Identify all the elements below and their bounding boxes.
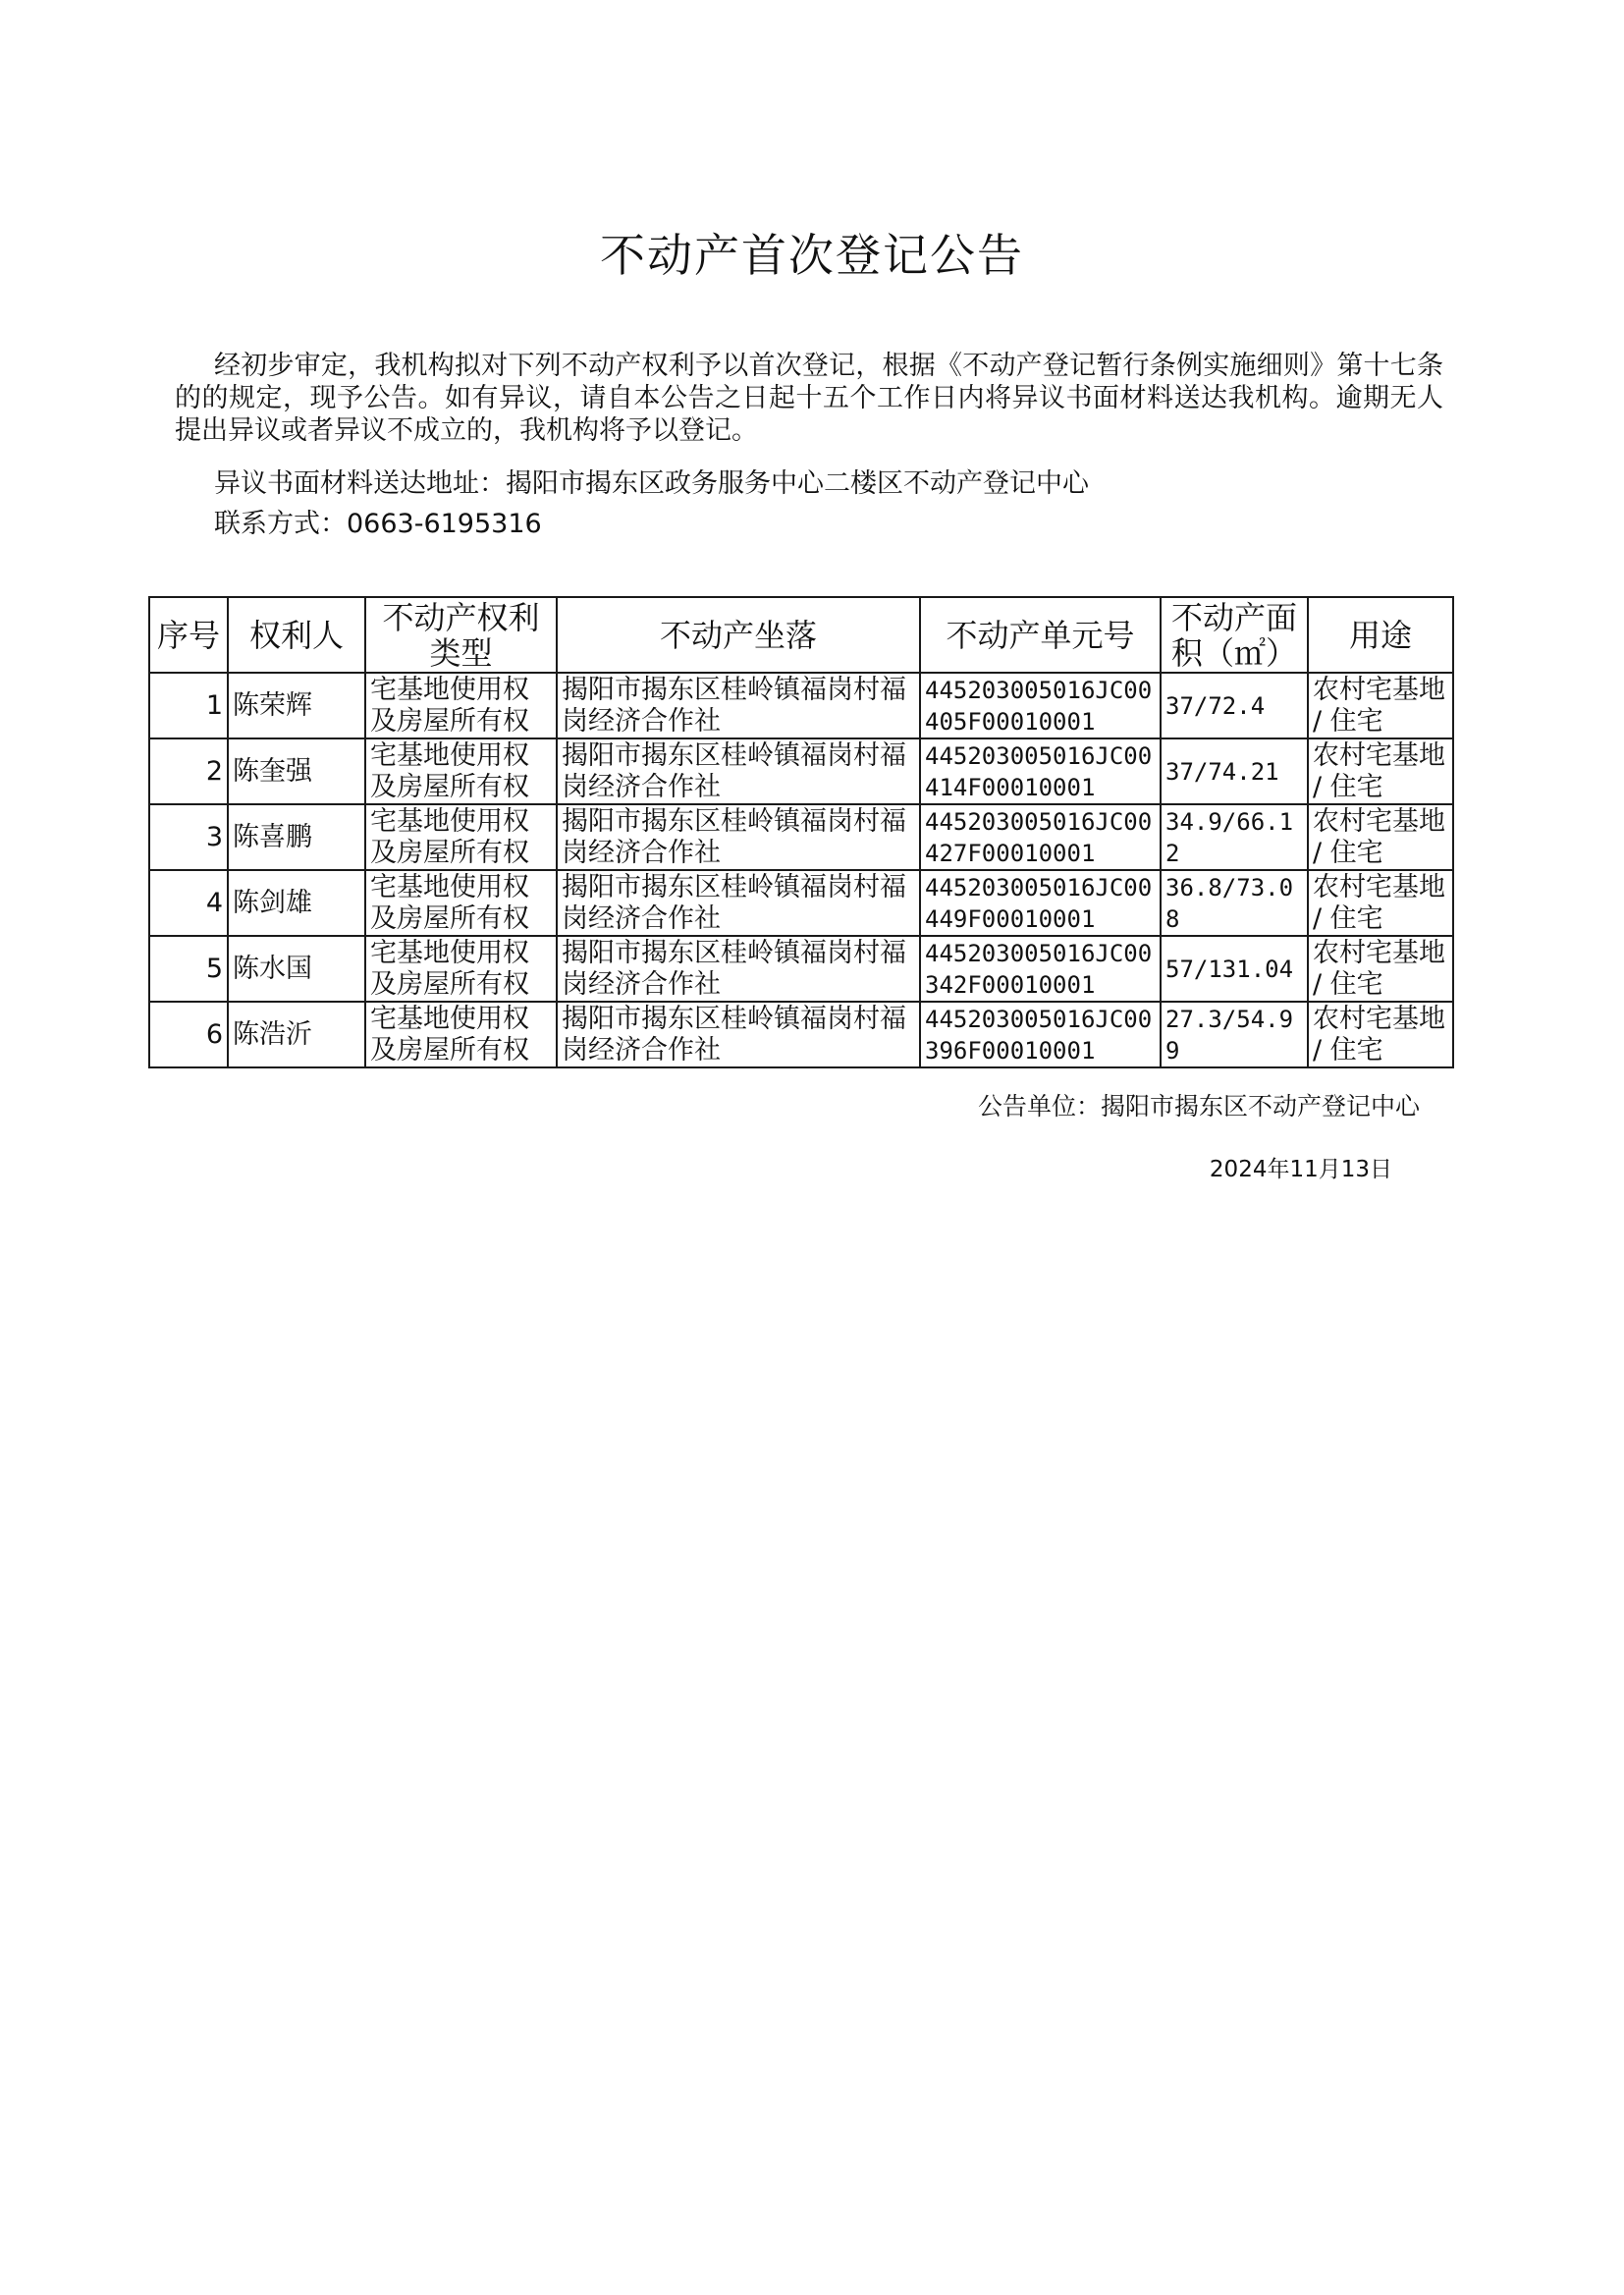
cell-use: 农村宅基地 / 住宅 bbox=[1308, 673, 1453, 738]
objection-address: 异议书面材料送达地址：揭阳市揭东区政务服务中心二楼区不动产登记中心 bbox=[214, 468, 1089, 499]
table-row bbox=[149, 1002, 1453, 1067]
cell-use: 农村宅基地 / 住宅 bbox=[1308, 738, 1453, 804]
cell-use: 农村宅基地 / 住宅 bbox=[1308, 1002, 1453, 1067]
table-row bbox=[149, 673, 1453, 738]
cell-type: 宅基地使用权及房屋所有权 bbox=[365, 1002, 557, 1067]
cell-unit: 445203005016JC00414F00010001 bbox=[920, 738, 1161, 804]
table-header-row bbox=[149, 597, 1453, 673]
cell-type: 宅基地使用权及房屋所有权 bbox=[365, 738, 557, 804]
issue-date: 2024年11月13日 bbox=[1209, 1157, 1392, 1182]
cell-location: 揭阳市揭东区桂岭镇福岗村福岗经济合作社 bbox=[557, 936, 920, 1002]
cell-no: 3 bbox=[149, 804, 228, 870]
cell-area: 37/74.21 bbox=[1161, 738, 1308, 804]
cell-location: 揭阳市揭东区桂岭镇福岗村福岗经济合作社 bbox=[557, 1002, 920, 1067]
cell-area: 34.9/66.12 bbox=[1161, 804, 1308, 870]
cell-type: 宅基地使用权及房屋所有权 bbox=[365, 804, 557, 870]
page-title: 不动产首次登记公告 bbox=[600, 229, 1024, 282]
cell-unit: 445203005016JC00396F00010001 bbox=[920, 1002, 1161, 1067]
header-type: 不动产权利类型 bbox=[365, 597, 557, 673]
cell-type: 宅基地使用权及房屋所有权 bbox=[365, 936, 557, 1002]
contact-info: 联系方式：0663-6195316 bbox=[214, 509, 542, 539]
cell-location: 揭阳市揭东区桂岭镇福岗村福岗经济合作社 bbox=[557, 804, 920, 870]
cell-area: 37/72.4 bbox=[1161, 673, 1308, 738]
cell-location: 揭阳市揭东区桂岭镇福岗村福岗经济合作社 bbox=[557, 673, 920, 738]
cell-no: 1 bbox=[149, 673, 228, 738]
table-row bbox=[149, 738, 1453, 804]
header-location: 不动产坐落 bbox=[557, 597, 920, 673]
cell-no: 6 bbox=[149, 1002, 228, 1067]
cell-type: 宅基地使用权及房屋所有权 bbox=[365, 673, 557, 738]
table-row bbox=[149, 804, 1453, 870]
issuing-organization: 公告单位：揭阳市揭东区不动产登记中心 bbox=[977, 1092, 1420, 1120]
header-no: 序号 bbox=[149, 597, 228, 673]
cell-holder: 陈奎强 bbox=[228, 738, 365, 804]
cell-no: 2 bbox=[149, 738, 228, 804]
cell-area: 27.3/54.99 bbox=[1161, 1002, 1308, 1067]
cell-holder: 陈水国 bbox=[228, 936, 365, 1002]
cell-use: 农村宅基地 / 住宅 bbox=[1308, 936, 1453, 1002]
cell-area: 36.8/73.08 bbox=[1161, 870, 1308, 936]
header-use: 用途 bbox=[1308, 597, 1453, 673]
cell-holder: 陈荣辉 bbox=[228, 673, 365, 738]
table-row bbox=[149, 870, 1453, 936]
header-area: 不动产面积（㎡） bbox=[1161, 597, 1308, 673]
cell-no: 5 bbox=[149, 936, 228, 1002]
intro-paragraph: 经初步审定，我机构拟对下列不动产权利予以首次登记，根据《不动产登记暂行条例实施细则》第十七条的的规定，现予公告。如有异议，请自本公告之日起十五个工作日内将异议书面材料送达我机构。逾期无人提出异议或者异议不成立的，我机构将予以登记。 bbox=[175, 351, 1443, 446]
cell-holder: 陈浩沂 bbox=[228, 1002, 365, 1067]
cell-unit: 445203005016JC00427F00010001 bbox=[920, 804, 1161, 870]
cell-use: 农村宅基地 / 住宅 bbox=[1308, 804, 1453, 870]
registration-table bbox=[148, 596, 1454, 1068]
cell-unit: 445203005016JC00342F00010001 bbox=[920, 936, 1161, 1002]
header-unit: 不动产单元号 bbox=[920, 597, 1161, 673]
cell-holder: 陈剑雄 bbox=[228, 870, 365, 936]
header-holder: 权利人 bbox=[228, 597, 365, 673]
cell-holder: 陈喜鹏 bbox=[228, 804, 365, 870]
cell-location: 揭阳市揭东区桂岭镇福岗村福岗经济合作社 bbox=[557, 870, 920, 936]
cell-use: 农村宅基地 / 住宅 bbox=[1308, 870, 1453, 936]
cell-location: 揭阳市揭东区桂岭镇福岗村福岗经济合作社 bbox=[557, 738, 920, 804]
cell-type: 宅基地使用权及房屋所有权 bbox=[365, 870, 557, 936]
cell-area: 57/131.04 bbox=[1161, 936, 1308, 1002]
table-row bbox=[149, 936, 1453, 1002]
cell-unit: 445203005016JC00405F00010001 bbox=[920, 673, 1161, 738]
cell-unit: 445203005016JC00449F00010001 bbox=[920, 870, 1161, 936]
cell-no: 4 bbox=[149, 870, 228, 936]
